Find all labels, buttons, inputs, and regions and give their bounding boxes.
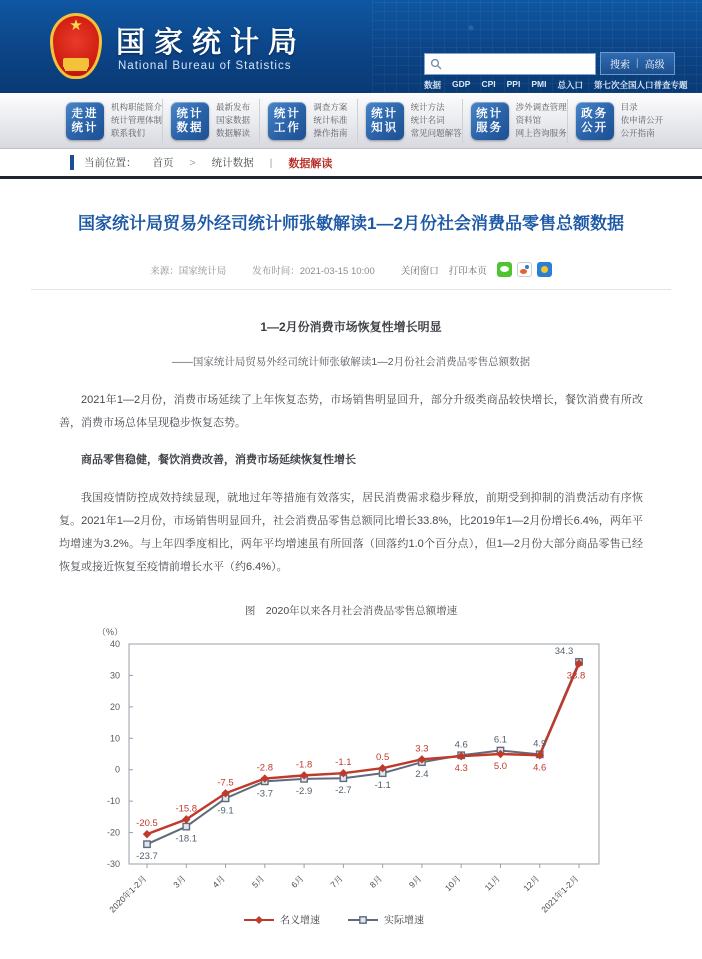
nav-tile-text: 统计	[476, 107, 504, 120]
article-actions	[401, 262, 552, 277]
breadcrumb-flag	[70, 155, 74, 170]
nav-tile-service[interactable]	[471, 102, 509, 140]
qzone-share-icon[interactable]	[537, 262, 552, 277]
nav-tile-text: 统计	[371, 107, 399, 120]
svg-text:-23.7: -23.7	[136, 851, 158, 863]
breadcrumb-separator: >	[189, 156, 196, 169]
svg-text:2020年1-2月: 2020年1-2月	[107, 873, 149, 915]
quick-link[interactable]: CPI	[481, 79, 496, 89]
quick-link[interactable]: PPI	[506, 79, 521, 89]
nav-tile-text: 工作	[273, 121, 301, 134]
nav-link[interactable]: 操作指南	[313, 128, 348, 138]
site-header	[0, 0, 702, 93]
svg-text:-2.9: -2.9	[295, 785, 313, 797]
svg-text:10: 10	[109, 733, 120, 744]
nav-link[interactable]: 资料馆	[515, 115, 542, 125]
svg-text:7月: 7月	[328, 873, 345, 890]
nav-tile-text: 数据	[176, 121, 204, 134]
figure-caption: 图 2020年以来各月社会消费品零售总额增速	[244, 605, 458, 617]
svg-text:9月: 9月	[406, 873, 424, 890]
nav-tile-text: 统计	[71, 121, 99, 134]
svg-text:名义增速: 名义增速	[280, 915, 320, 927]
nav-link[interactable]: 调查方案	[313, 102, 348, 112]
nav-link[interactable]: 统计方法	[410, 102, 445, 112]
nav-tile-text: 服务	[476, 121, 504, 134]
svg-text:-15.8: -15.8	[175, 803, 198, 815]
svg-text:30: 30	[109, 670, 120, 681]
nav-tile-data[interactable]	[171, 102, 209, 140]
nav-link[interactable]: 联系我们	[111, 128, 146, 138]
svg-text:10月: 10月	[442, 873, 463, 894]
nav-link[interactable]: 网上咨询服务	[515, 128, 567, 138]
nav-group-data	[162, 99, 259, 143]
button-divider: |	[636, 58, 639, 69]
line-chart	[59, 624, 659, 936]
svg-text:-2.7: -2.7	[335, 785, 352, 797]
nav-tile-text: 知识	[371, 121, 399, 134]
content-heading: 1—2月份消费市场恢复性增长明显	[260, 320, 442, 334]
search-icon	[430, 58, 442, 70]
svg-text:0: 0	[114, 764, 120, 775]
nav-link[interactable]: 公开指南	[620, 128, 655, 138]
section-heading: 商品零售稳健，餐饮消费改善，消费市场延续恢复性增长	[81, 454, 356, 466]
page-title: 国家统计局贸易外经司统计师张敏解读1—2月份社会消费品零售总额数据	[78, 214, 624, 233]
retail-growth-chart	[59, 624, 659, 941]
svg-text:-18.1: -18.1	[175, 833, 198, 845]
nav-link[interactable]: 最新发布	[216, 102, 251, 112]
svg-text:-20: -20	[106, 827, 120, 838]
nav-tile-text: 公开	[581, 121, 609, 134]
svg-text:实际增速: 实际增速	[384, 915, 424, 927]
svg-text:34.3: 34.3	[554, 645, 574, 657]
svg-text:-3.7: -3.7	[256, 788, 274, 800]
search-box[interactable]	[424, 53, 596, 75]
svg-text:-1.1: -1.1	[374, 780, 391, 792]
search-button[interactable]	[600, 52, 675, 75]
nav-link[interactable]: 机构职能简介	[111, 102, 163, 112]
search-input[interactable]	[442, 58, 582, 69]
svg-text:5月: 5月	[249, 873, 267, 890]
header-quick-links	[424, 79, 687, 91]
quick-link[interactable]: PMI	[531, 79, 547, 89]
breadcrumb-section[interactable]: 统计数据	[211, 157, 254, 169]
svg-text:2.4: 2.4	[415, 769, 429, 781]
svg-text:3月: 3月	[171, 873, 188, 890]
paragraph: 我国疫情防控成效持续显现，就地过年等措施有效落实，居民消费需求稳步释放，前期受到抑制的消费活动有序恢复。2021年1—2月份，市场销售明显回升，社会消费品零售总额同比增长33.8%，比2019年1—2月份增长6.4%，两年平均增速为3.2%。与上年四季度相比，两年平均增速虽有所回落（回落约1.0个百分点），但1—2月份大部分商品零售已经恢复或接近恢复至疫情前增长水平（约6.4%）。	[59, 492, 643, 573]
nav-link[interactable]: 统计标准	[313, 115, 348, 125]
svg-text:4.6: 4.6	[454, 739, 468, 751]
header-search	[424, 52, 675, 75]
nav-tile-knowledge[interactable]	[366, 102, 404, 140]
svg-text:-7.5: -7.5	[217, 777, 234, 789]
svg-text:8月: 8月	[367, 873, 385, 890]
wechat-share-icon[interactable]	[497, 262, 512, 277]
nav-tile-text: 统计	[176, 107, 204, 120]
quick-link[interactable]: 数据	[424, 80, 442, 90]
nav-link[interactable]: 统计名词	[410, 115, 445, 125]
national-emblem-logo[interactable]	[46, 9, 106, 83]
nav-tile-text: 统计	[273, 107, 301, 120]
share-icons	[497, 262, 552, 277]
svg-text:6月: 6月	[289, 873, 306, 890]
svg-text:12月: 12月	[521, 873, 542, 894]
svg-text:4.6: 4.6	[533, 762, 547, 774]
emblem-gate-icon	[63, 58, 89, 67]
content-subheading: ——国家统计局贸易外经司统计师张敏解读1—2月份社会消费品零售总额数据	[171, 356, 531, 368]
nav-group-knowledge	[357, 99, 462, 143]
breadcrumb-separator: |	[269, 156, 273, 169]
site-title: 国家统计局	[116, 27, 307, 59]
article-publish-time: 发布时间：2021-03-15 10:00	[252, 265, 375, 277]
article	[31, 179, 671, 941]
print-page-link[interactable]: 打印本页	[448, 265, 487, 277]
svg-text:5.0: 5.0	[493, 761, 508, 772]
nav-tile-text: 走进	[71, 107, 99, 120]
nav-tile-gov-open[interactable]	[576, 102, 614, 140]
meta-divider	[31, 289, 671, 290]
advanced-search-label[interactable]: 高级	[644, 60, 665, 71]
svg-text:4月: 4月	[210, 873, 227, 890]
svg-text:-30: -30	[106, 859, 120, 869]
svg-text:-9.1: -9.1	[217, 805, 234, 817]
nav-tile-about[interactable]	[66, 102, 104, 140]
nav-tile-text: 政务	[581, 107, 609, 120]
nav-group-work	[259, 99, 356, 143]
svg-text:-20.5: -20.5	[136, 818, 158, 830]
breadcrumb-home[interactable]: 首页	[152, 157, 174, 169]
close-window-link[interactable]: 关闭窗口	[400, 265, 439, 277]
nav-group-service	[462, 99, 567, 143]
svg-text:-2.8: -2.8	[256, 762, 274, 774]
nav-tile-work[interactable]	[268, 102, 306, 140]
svg-text:3.3: 3.3	[415, 743, 429, 755]
svg-text:-1.1: -1.1	[335, 757, 352, 769]
nav-link[interactable]: 常见问题解答	[410, 128, 462, 138]
svg-text:（%）: （%）	[97, 627, 124, 637]
svg-text:40: 40	[109, 639, 120, 649]
svg-text:2021年1-2月: 2021年1-2月	[539, 873, 581, 915]
nav-link[interactable]: 目录	[620, 102, 638, 112]
svg-text:4.3: 4.3	[454, 763, 468, 775]
nav-group-gov-open	[567, 99, 664, 143]
svg-text:-1.8: -1.8	[295, 759, 313, 771]
quick-link[interactable]: GDP	[452, 79, 471, 89]
article-body	[59, 318, 643, 941]
quick-link[interactable]: 总入口	[557, 80, 583, 90]
nav-link[interactable]: 依申请公开	[620, 115, 664, 125]
nav-link[interactable]: 涉外调查管理	[515, 102, 567, 112]
main-navbar	[0, 93, 702, 149]
svg-text:0.5: 0.5	[376, 752, 390, 764]
site-subtitle: National Bureau of Statistics	[118, 60, 292, 72]
nav-group-about	[58, 99, 162, 143]
search-button-label: 搜索	[610, 60, 630, 71]
svg-text:6.1: 6.1	[493, 734, 508, 746]
article-source: 来源：国家统计局	[150, 265, 227, 277]
svg-text:4.9: 4.9	[533, 738, 547, 750]
breadcrumb	[0, 149, 702, 176]
svg-text:20: 20	[109, 701, 120, 712]
nav-link[interactable]: 统计管理体制	[111, 115, 163, 125]
breadcrumb-current[interactable]: 数据解读	[288, 157, 333, 170]
weibo-share-icon[interactable]	[517, 262, 532, 277]
nav-link[interactable]: 数据解读	[216, 128, 251, 138]
nav-link[interactable]: 国家数据	[216, 115, 251, 125]
svg-text:11月: 11月	[482, 873, 502, 893]
breadcrumb-prefix: 当前位置：	[84, 157, 137, 169]
paragraph: 2021年1—2月份，消费市场延续了上年恢复态势，市场销售明显回升，部分升级类商品较快增长，餐饮消费有所改善，消费市场总体呈现稳步恢复态势。	[59, 394, 643, 429]
svg-text:33.8: 33.8	[566, 670, 586, 682]
svg-text:-10: -10	[106, 796, 120, 807]
article-meta	[31, 262, 671, 277]
quick-link[interactable]: 第七次全国人口普查专题	[593, 80, 688, 90]
emblem-star-icon: ★	[69, 17, 83, 34]
